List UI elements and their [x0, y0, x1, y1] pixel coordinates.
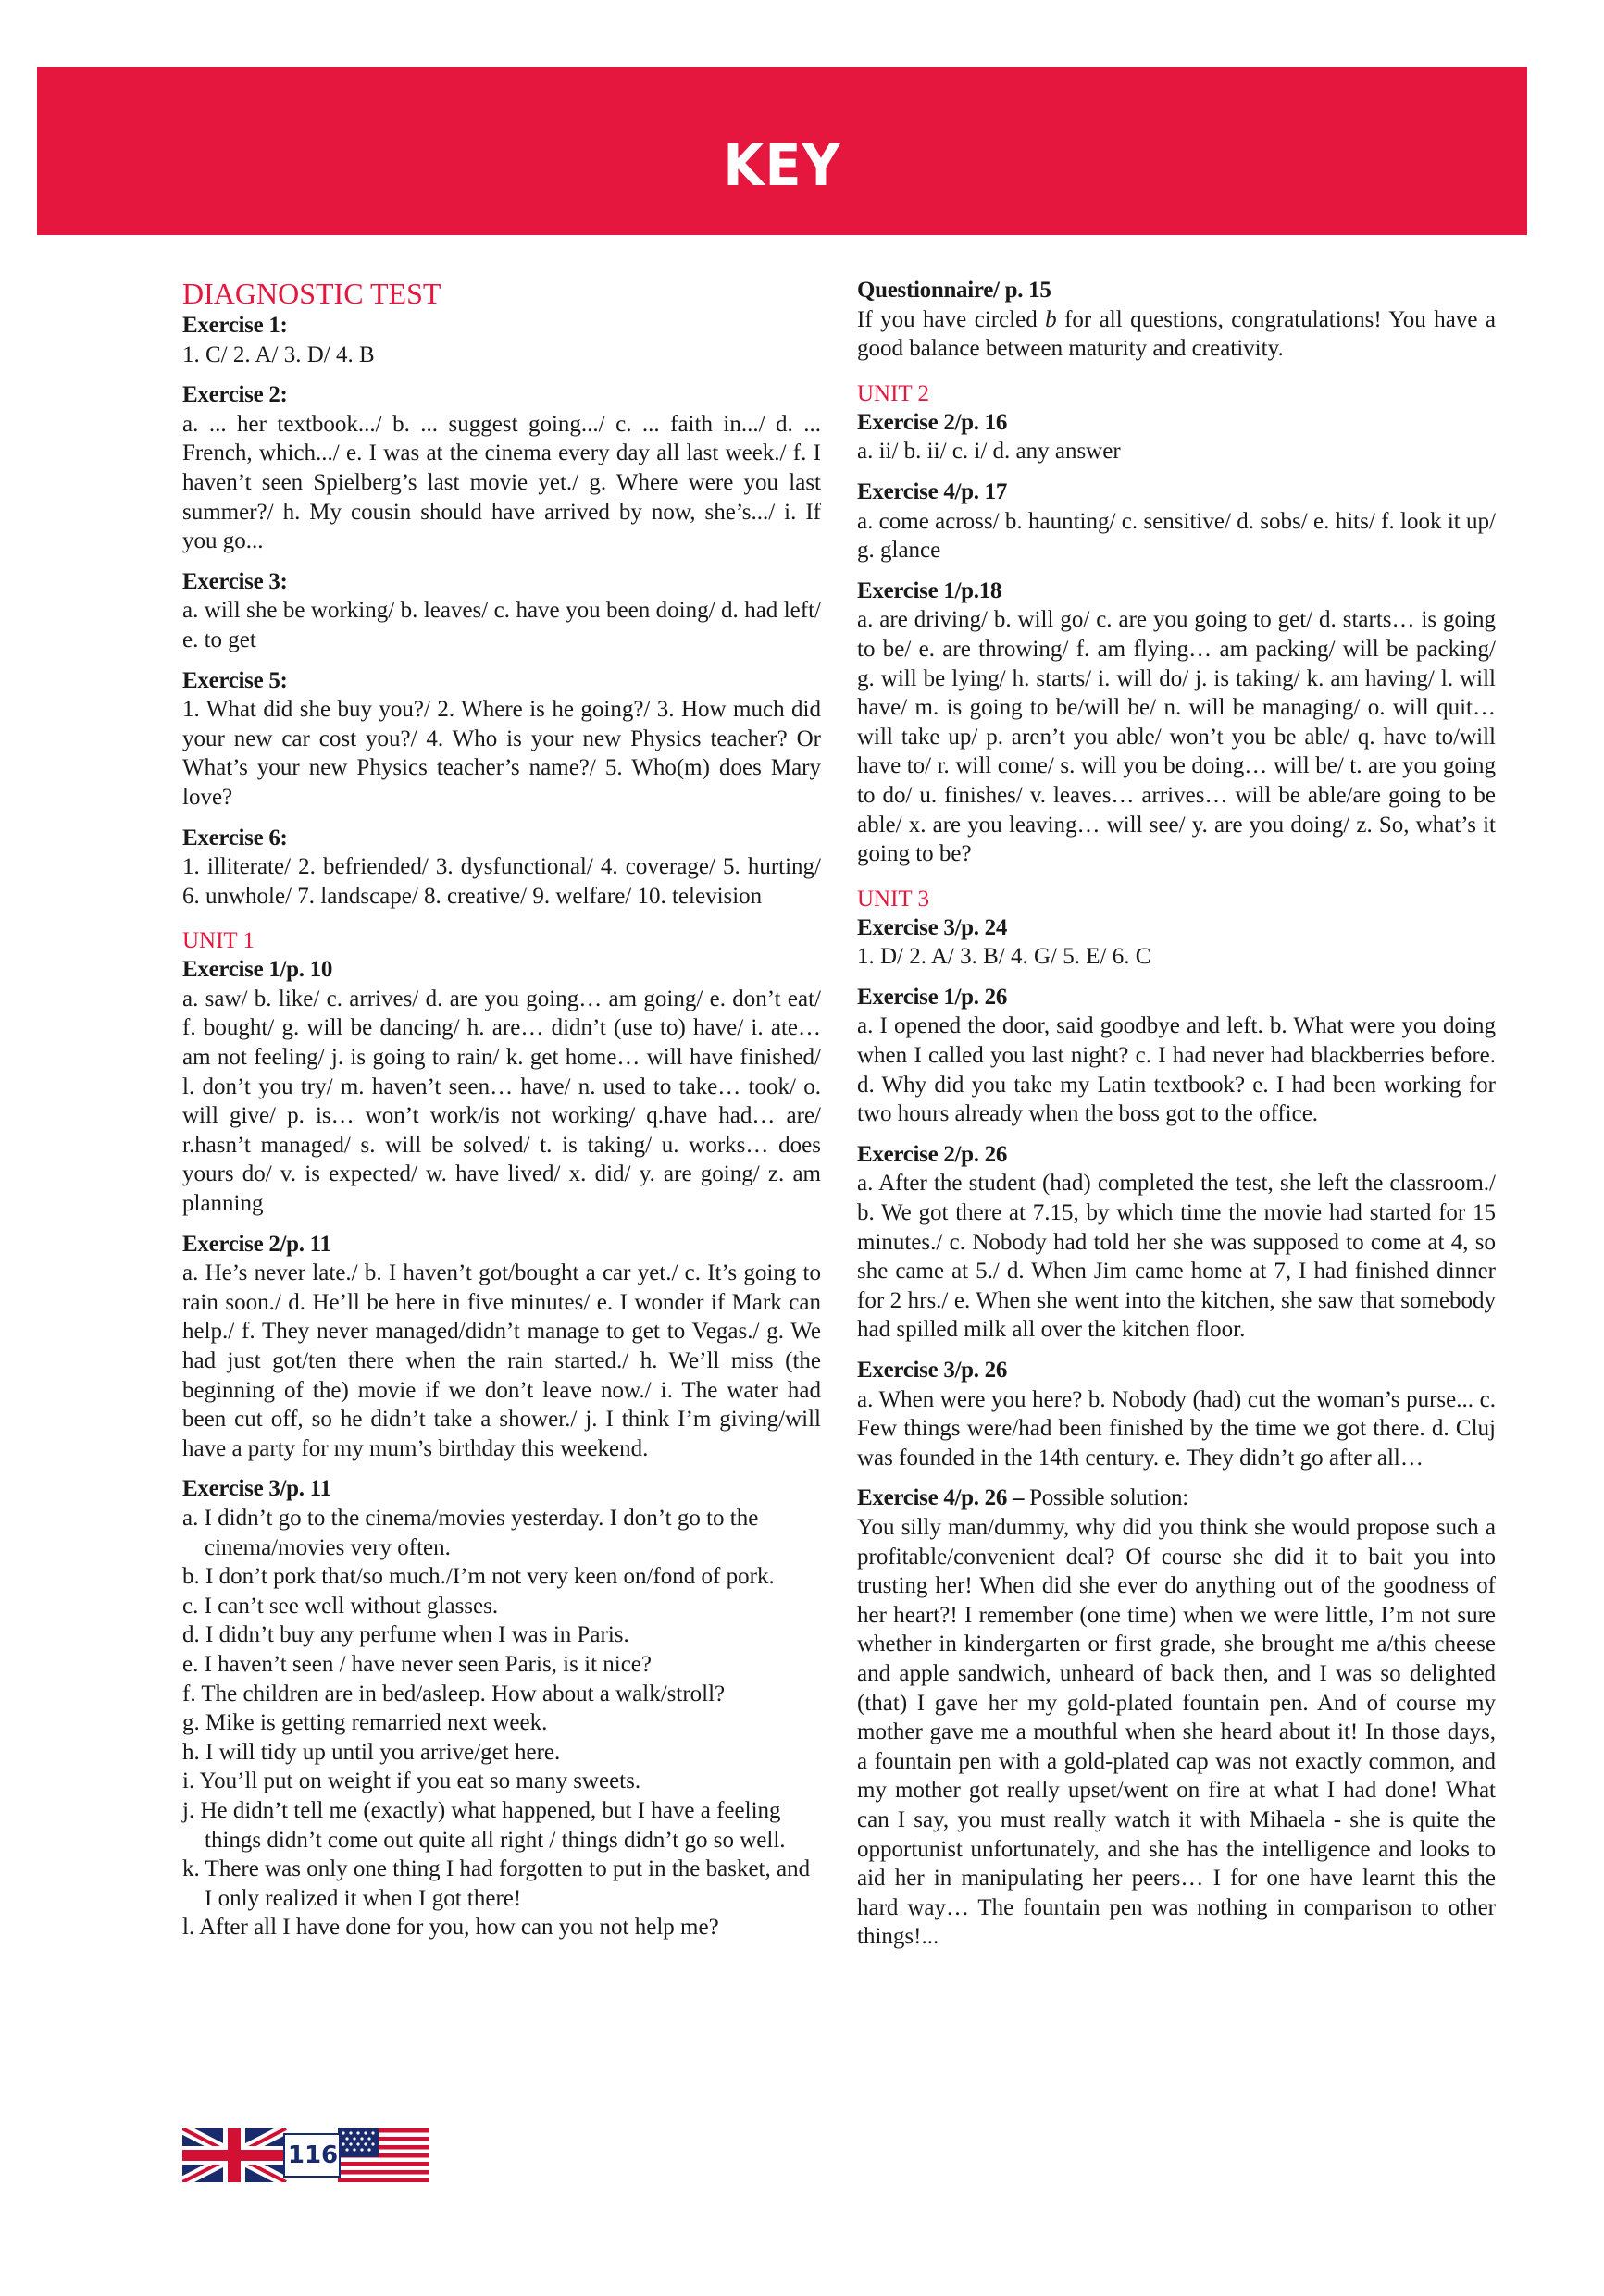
exercise-answers: If you have circled b for all questions, congratulations! You have a good balance between maturity and creativity.: [857, 306, 1496, 362]
exercise-answers: a. ... her textbook.../ b. ... suggest going.../ c. ... faith in.../ d. ... French, which.../ e. I was at the cinema every day all last week./ f. I haven’t seen Spielberg’s last movie yet./ g. Where were you last summer?/ h. My cousin should have arrived by now, she’s.../ i. If you go...: [182, 411, 821, 554]
exercise-answers: a. come across/ b. haunting/ c. sensitive/ d. sobs/ e. hits/ f. look it up/ g. glance: [857, 508, 1496, 564]
list-item: b. I don’t pork that/so much./I’m not very keen on/fond of pork.: [182, 1564, 775, 1590]
list-item: l. After all I have done for you, how can you not help me?: [182, 1915, 719, 1941]
exercise-block: [857, 276, 1496, 364]
exercise-note: Possible solution:: [1024, 1485, 1188, 1511]
exercise-answers: 1. C/ 2. A/ 3. D/ 4. B: [182, 341, 375, 367]
exercise-title: Exercise 3/p. 24: [857, 914, 1008, 940]
section-title-unit-2: UNIT 2: [857, 380, 930, 406]
exercise-answers: 1. D/ 2. A/ 3. B/ 4. G/ 5. E/ 6. C: [857, 944, 1151, 970]
exercise-block: [857, 478, 1496, 565]
exercise-answers: a. saw/ b. like/ c. arrives/ d. are you going… am going/ e. don’t eat/ f. bought/ g. will be dancing/ h. are… didn’t (use to) have/ i. ate… am not feeling/ j. is going to rain/ k. get home… will have finished/ l. don’t you try/ m. haven’t seen… have/ n. used to take… took/ o. will give/ p. is… won’t work/is not working/ q.have had… are/ r.hasn’t managed/ s. will be solved/ t. is taking/ u. works… does yours do/ v. is expected/ w. have lived/ x. did/ y. are going/ z. am planning: [182, 986, 821, 1217]
exercise-answers: a. ii/ b. ii/ c. i/ d. any answer: [857, 439, 1121, 465]
list-item: a. I didn’t go to the cinema/movies yesterday. I don’t go to the cinema/movies very often.: [182, 1505, 759, 1560]
section-title-diagnostic: DIAGNOSTIC TEST: [182, 277, 441, 310]
exercise-answers: a. I opened the door, said goodbye and left. b. What were you doing when I called you last night? c. I had never had blackberries before. d. Why did you take my Latin textbook? e. I had been working for two hours already when the boss got to the office.: [857, 1013, 1496, 1127]
exercise-title: Exercise 3:: [182, 568, 288, 594]
exercise-title: Questionnaire/ p. 15: [857, 278, 1051, 303]
exercise-title: Exercise 1/p. 26: [857, 984, 1008, 1010]
exercise-answers: 1. illiterate/ 2. befriended/ 3. dysfunctional/ 4. coverage/ 5. hurting/ 6. unwhole/ 7. landscape/ 8. creative/ 9. welfare/ 10. television: [182, 854, 821, 909]
list-item: g. Mike is getting remarried next week.: [182, 1710, 548, 1736]
exercise-answers: a. When were you here? b. Nobody (had) cut the woman’s purse... c. Few things were/had been finished by the time we got there. d. Cluj was founded in the 14th century. e. They didn’t go after all…: [857, 1386, 1496, 1471]
exercise-title: Exercise 4/p. 26 – Possible solution:: [857, 1485, 1188, 1511]
exercise-block: [182, 824, 821, 912]
exercise-answers: 1. What did she buy you?/ 2. Where is he going?/ 3. How much did your new car cost you?/ 4. Who is your new Physics teacher? Or What’s your new Physics teacher’s name?/ 5. Who(m) does Mary love?: [182, 697, 821, 810]
exercise-answers: a. After the student (had) completed the test, she left the classroom./ b. We got there at 7.15, by which time the movie had started for 15 minutes./ c. Nobody had told her she was supposed to come at 4, so she came at 5./ d. When Jim came home at 7, I had finished dinner for 2 hrs./ e. When she went into the kitchen, she saw that somebody had spilled milk all over the kitchen floor.: [857, 1171, 1496, 1343]
header-banner: [37, 67, 1527, 235]
page-title: KEY: [723, 131, 841, 199]
exercise-title: Exercise 2/p. 16: [857, 409, 1008, 435]
exercise-title: Exercise 3/p. 11: [182, 1476, 331, 1502]
exercise-title: Exercise 2/p. 11: [182, 1231, 331, 1257]
exercise-block: [857, 983, 1496, 1129]
exercise-title: Exercise 3/p. 26: [857, 1358, 1008, 1383]
us-flag-icon: [338, 2128, 429, 2182]
exercise-block: [182, 311, 821, 369]
exercise-title: Exercise 4/p. 17: [857, 478, 1008, 504]
exercise-answers: a. are driving/ b. will go/ c. are you going to get/ d. starts… is going to be/ e. are throwing/ f. am flying… am packing/ will be packing/ g. will be lying/ h. starts/ i. will do/ j. is taking/ k. am having/ l. will have/ m. is going to be/will be/ n. will be managing/ o. will quit… will take up/ p. aren’t you able/ won’t you be able/ q. have to/will have to/ r. will come/ s. will you be doing… will be/ t. are you going to do/ u. finishes/ v. leaves… arrives… will be able/are going to be able/ x. are you leaving… will see/ y. are you doing/ z. So, what’s it going to be?: [857, 607, 1496, 867]
exercise-block: [182, 1230, 821, 1464]
list-item: k. There was only one thing I had forgotten to put in the basket, and I only realized it when I got there!: [182, 1856, 811, 1911]
uk-flag-icon: [182, 2128, 286, 2182]
exercise-answer-list: [182, 1504, 821, 1942]
page-footer: [182, 2128, 429, 2182]
left-column: [182, 276, 821, 1942]
exercise-block: [857, 408, 1496, 466]
right-column: [857, 276, 1496, 1952]
exercise-answers: a. He’s never late./ b. I haven’t got/bought a car yet./ c. It’s going to rain soon./ d. He’ll be here in five minutes/ e. I wonder if Mark can help./ f. They never managed/didn’t manage to get to Vegas./ g. We had just got/ten there when the rain started./ h. We’ll miss (the beginning of the) movie if we don’t leave now./ i. The water had been cut off, so he didn’t take a shower./ j. I think I’m giving/will have a party for my mum’s birthday this weekend.: [182, 1260, 821, 1461]
exercise-answers: You silly man/dummy, why did you think she would propose such a profitable/convenient deal? Of course she did it to bait you into trusting her! When did she ever do anything out of the goodness of her heart?! I remember (one time) when we were little, I’m not sure whether in kindergarten or first grade, she brought me a/this cheese and apple sandwich, unheard of back then, and I was so delighted (that) I gave her my gold-plated fountain pen. And of course my mother gave me a mouthful when she heard about it! In those days, a fountain pen with a gold-plated cap was not exactly common, and my mother got really upset/went on fire at what I had done! What can I say, you must really watch it with Mihaela - she is quite the opportunist unfortunately, and she has the intelligence and looks to aid her in manipulating her peers… I for one have learnt this the hard way… The fountain pen was nothing in comparison to other things!...: [857, 1514, 1496, 1950]
exercise-block: [857, 577, 1496, 869]
exercise-block: [857, 1483, 1496, 1952]
exercise-title: Exercise 2:: [182, 382, 288, 408]
list-item: h. I will tidy up until you arrive/get here.: [182, 1739, 561, 1765]
exercise-title: Exercise 5:: [182, 667, 288, 693]
exercise-block: [857, 1140, 1496, 1345]
list-item: i. You’ll put on weight if you eat so many sweets.: [182, 1769, 641, 1794]
list-item: f. The children are in bed/asleep. How about a walk/stroll?: [182, 1681, 726, 1706]
exercise-block: [857, 1356, 1496, 1472]
exercise-title: Exercise 1/p. 10: [182, 957, 333, 983]
exercise-block: [182, 380, 821, 556]
exercise-title: Exercise 1:: [182, 313, 288, 338]
exercise-block: [857, 913, 1496, 972]
exercise-title: Exercise 6:: [182, 825, 288, 850]
exercise-title: Exercise 2/p. 26: [857, 1141, 1008, 1167]
exercise-block: [182, 567, 821, 655]
list-item: d. I didn’t buy any perfume when I was in Paris.: [182, 1622, 629, 1648]
exercise-title: Exercise 1/p.18: [857, 577, 1002, 603]
list-item: c. I can’t see well without glasses.: [182, 1593, 499, 1619]
exercise-block: [182, 1474, 821, 1942]
exercise-block: [182, 666, 821, 813]
section-title-unit-1: UNIT 1: [182, 928, 255, 954]
page-number: 116: [287, 2141, 339, 2169]
list-item: j. He didn’t tell me (exactly) what happened, but I have a feeling things didn’t come out quite all right / things didn’t go so well.: [182, 1797, 786, 1853]
exercise-answers: a. will she be working/ b. leaves/ c. have you been doing/ d. had left/ e. to get: [182, 598, 821, 652]
section-title-unit-3: UNIT 3: [857, 886, 930, 912]
exercise-block: [182, 955, 821, 1218]
list-item: e. I haven’t seen / have never seen Paris, is it nice?: [182, 1651, 652, 1677]
